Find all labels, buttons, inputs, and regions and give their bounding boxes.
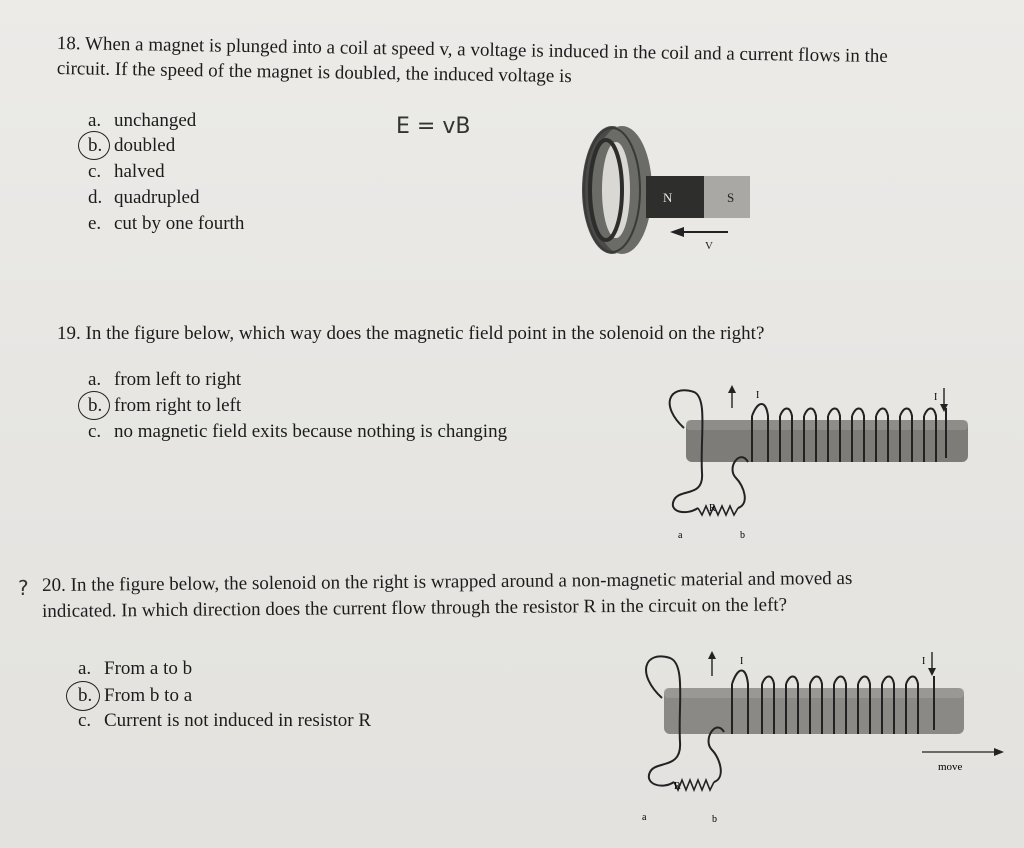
current-right-label: I — [922, 656, 926, 667]
coil-ring — [582, 126, 652, 254]
resistor-symbol — [698, 506, 738, 515]
terminal-b-label: b — [712, 814, 717, 825]
q18-text-line1: When a magnet is plunged into a coil at speed v, a voltage is induced in the coil and a current flows in the — [84, 33, 888, 68]
q18-option-c[interactable]: c. halved — [88, 161, 165, 182]
q18-handwritten-note: E = vB — [396, 114, 471, 139]
current-right-label: I — [934, 392, 938, 403]
current-arrow-left — [728, 385, 759, 408]
q20-option-c[interactable]: c. Current is not induced in resistor R — [78, 710, 372, 731]
q19-solenoid-figure — [640, 378, 980, 538]
q18-answer-circle — [78, 131, 110, 160]
resistor-return-wire — [733, 457, 748, 508]
q20-stem-line2: indicated. In which direction does the current flow through the resistor R in the circuit on the left? — [42, 594, 788, 622]
q19-option-b[interactable]: b. from right to left — [88, 395, 242, 416]
velocity-label: V — [705, 240, 713, 252]
q18-option-d[interactable]: d. quadrupled — [88, 187, 200, 208]
terminal-a-label: a — [642, 812, 647, 823]
q19-option-c[interactable]: c. no magnetic field exits because nothing is changing — [88, 421, 508, 442]
q18-coil-magnet-figure — [560, 118, 760, 278]
magnet-north-pole — [646, 176, 704, 218]
resistor-label: R — [709, 503, 716, 514]
current-arrow-right — [922, 652, 936, 676]
current-label: I — [756, 390, 760, 401]
magnet-north-label: N — [663, 190, 673, 205]
q19-stem — [57, 322, 764, 346]
current-label: I — [740, 656, 744, 667]
velocity-arrow — [670, 227, 728, 252]
move-label: move — [938, 761, 963, 773]
resistor-label: R — [674, 781, 681, 792]
q19-text: In the figure below, which way does the magnetic field point in the solenoid on the right? — [85, 323, 765, 344]
q19-number: 19. — [57, 323, 81, 344]
q18-number: 18. — [56, 32, 81, 55]
q19-answer-circle — [78, 391, 110, 420]
q20-number: 20. — [42, 574, 66, 596]
q20-answer-circle — [66, 681, 100, 711]
q18-option-b[interactable]: b. doubled — [88, 135, 176, 156]
move-arrow — [922, 748, 1004, 773]
q20-text-line1: In the figure below, the solenoid on the right is wrapped around a non-magnetic material and moved as — [70, 567, 853, 596]
q18-stem-line2: circuit. If the speed of the magnet is doubled, the induced voltage is — [56, 57, 572, 88]
bar-magnet — [646, 176, 750, 218]
terminal-a-label: a — [678, 530, 683, 538]
q20-option-a[interactable]: a. From a to b — [78, 658, 193, 679]
q20-option-b[interactable]: b. From b to a — [78, 685, 193, 706]
q18-option-e[interactable]: e. cut by one fourth — [88, 213, 245, 234]
resistor-return-wire — [709, 727, 724, 782]
q18-option-a[interactable]: a. unchanged — [88, 110, 197, 131]
q19-option-a[interactable]: a. from left to right — [88, 369, 242, 390]
q20-question-mark: ? — [18, 576, 29, 600]
q20-solenoid-figure — [612, 642, 1012, 832]
magnet-south-label: S — [727, 190, 735, 205]
terminal-b-label: b — [740, 530, 745, 538]
